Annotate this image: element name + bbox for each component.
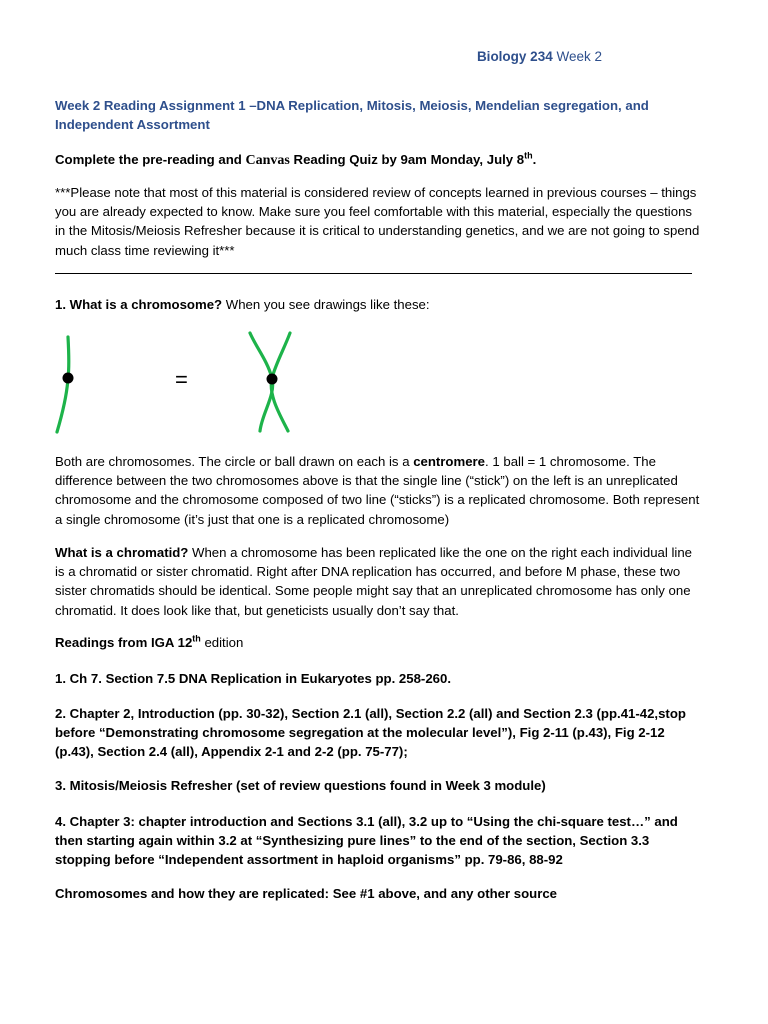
readings-heading [55,633,705,652]
canvas-word: Canvas [245,153,290,168]
replicated-chromosome-drawing [250,333,290,431]
page-header [477,49,602,64]
readings-heading-edition: edition [200,635,244,650]
course-name: Biology 234 [476,49,553,64]
centromere-text-after: . 1 ball = 1 chromosome. The difference between the two chromosomes above is that the single line (“stick”) on the left is an unreplicated chromosome and the chromosome composed of two line (“sticks”) is a replicated chromosome. Both represent a single chromosome (it’s just that one is a replicated chromosome) [55,454,700,527]
review-note: ***Please note that most of this material is considered review of concepts learned in previous courses – things you are already expected to know. Make sure you feel comfortable with this material, especially the questions in the Mitosis/Meiosis Refresher because it is critical to understanding genetics, and we are not going to spend much class time reviewing it*** [55,185,700,258]
reading-item: 4. Chapter 3: chapter introduction and Sections 3.1 (all), 3.2 up to “Using the chi-square test…” and then starting again within 3.2 at “Synthesizing pure lines” to the end of the section, Section 3.3 stopping before “Independent assortment in haploid organisms” pp. 79-86, 88-92 [55,814,678,868]
centromere-dot-right [267,374,278,385]
week-label: Week 2 [552,49,602,64]
chromatid-text: When a chromosome has been replicated like the one on the right each individual line is a chromatid or sister chromatid. Right after DNA replication has occurred, and before M phase, these two sister chromatids should be identical. Some people might say that an unreplicated chromosome has only one chromatid. It does look like that, but geneticists usually don’t say that. [55,545,692,618]
readings-heading-text: Readings from IGA 12 [55,635,193,650]
centromere-paragraph [55,452,705,529]
reading-item: 1. Ch 7. Section 7.5 DNA Replication in Eukaryotes pp. 258-260. [55,671,451,686]
unreplicated-chromosome-drawing [57,337,74,432]
reading-item: 3. Mitosis/Meiosis Refresher (set of review questions found in Week 3 module) [55,778,546,793]
horizontal-divider [55,273,692,274]
due-end: . [532,152,537,167]
reading-item: Chromosomes and how they are replicated: See #1 above, and any other source [55,886,558,901]
centromere-dot-left [63,373,74,384]
question-1 [55,295,705,314]
centromere-term: centromere [413,454,486,469]
reading-item: 2. Chapter 2, Introduction (pp. 30-32), Section 2.1 (all), Section 2.2 (all) and Section 2.3 (pp.41-42,stop before “Demonstrating chromosome segregation at the molecular level”), Fig 2-11 (p.43), Fig 2-12 (p.43), Section 2.4 (all), Appendix 2-1 and 2-2 (pp. 75-77); [55,706,686,760]
chromosome-figure [40,325,360,445]
assignment-title: Week 2 Reading Assignment 1 –DNA Replication, Mitosis, Meiosis, Mendelian segregation, and Independent Assortment [55,98,649,133]
due-statement [55,150,705,170]
chromatid-question: What is a chromatid? [55,545,189,560]
chromosome-stick [57,337,69,432]
centromere-text-before: Both are chromosomes. The circle or ball drawn on each is a [55,454,414,469]
readings-superscript: th [192,633,201,644]
equals-sign: = [175,367,188,392]
question-1-bold: 1. What is a chromosome? [55,297,223,312]
due-prefix: Complete the pre-reading and [55,152,246,167]
due-superscript: th [524,150,533,161]
question-1-rest: When you see drawings like these: [222,297,430,312]
chromatid-paragraph [55,543,705,620]
due-middle: Reading Quiz by 9am Monday, July 8 [289,152,525,167]
